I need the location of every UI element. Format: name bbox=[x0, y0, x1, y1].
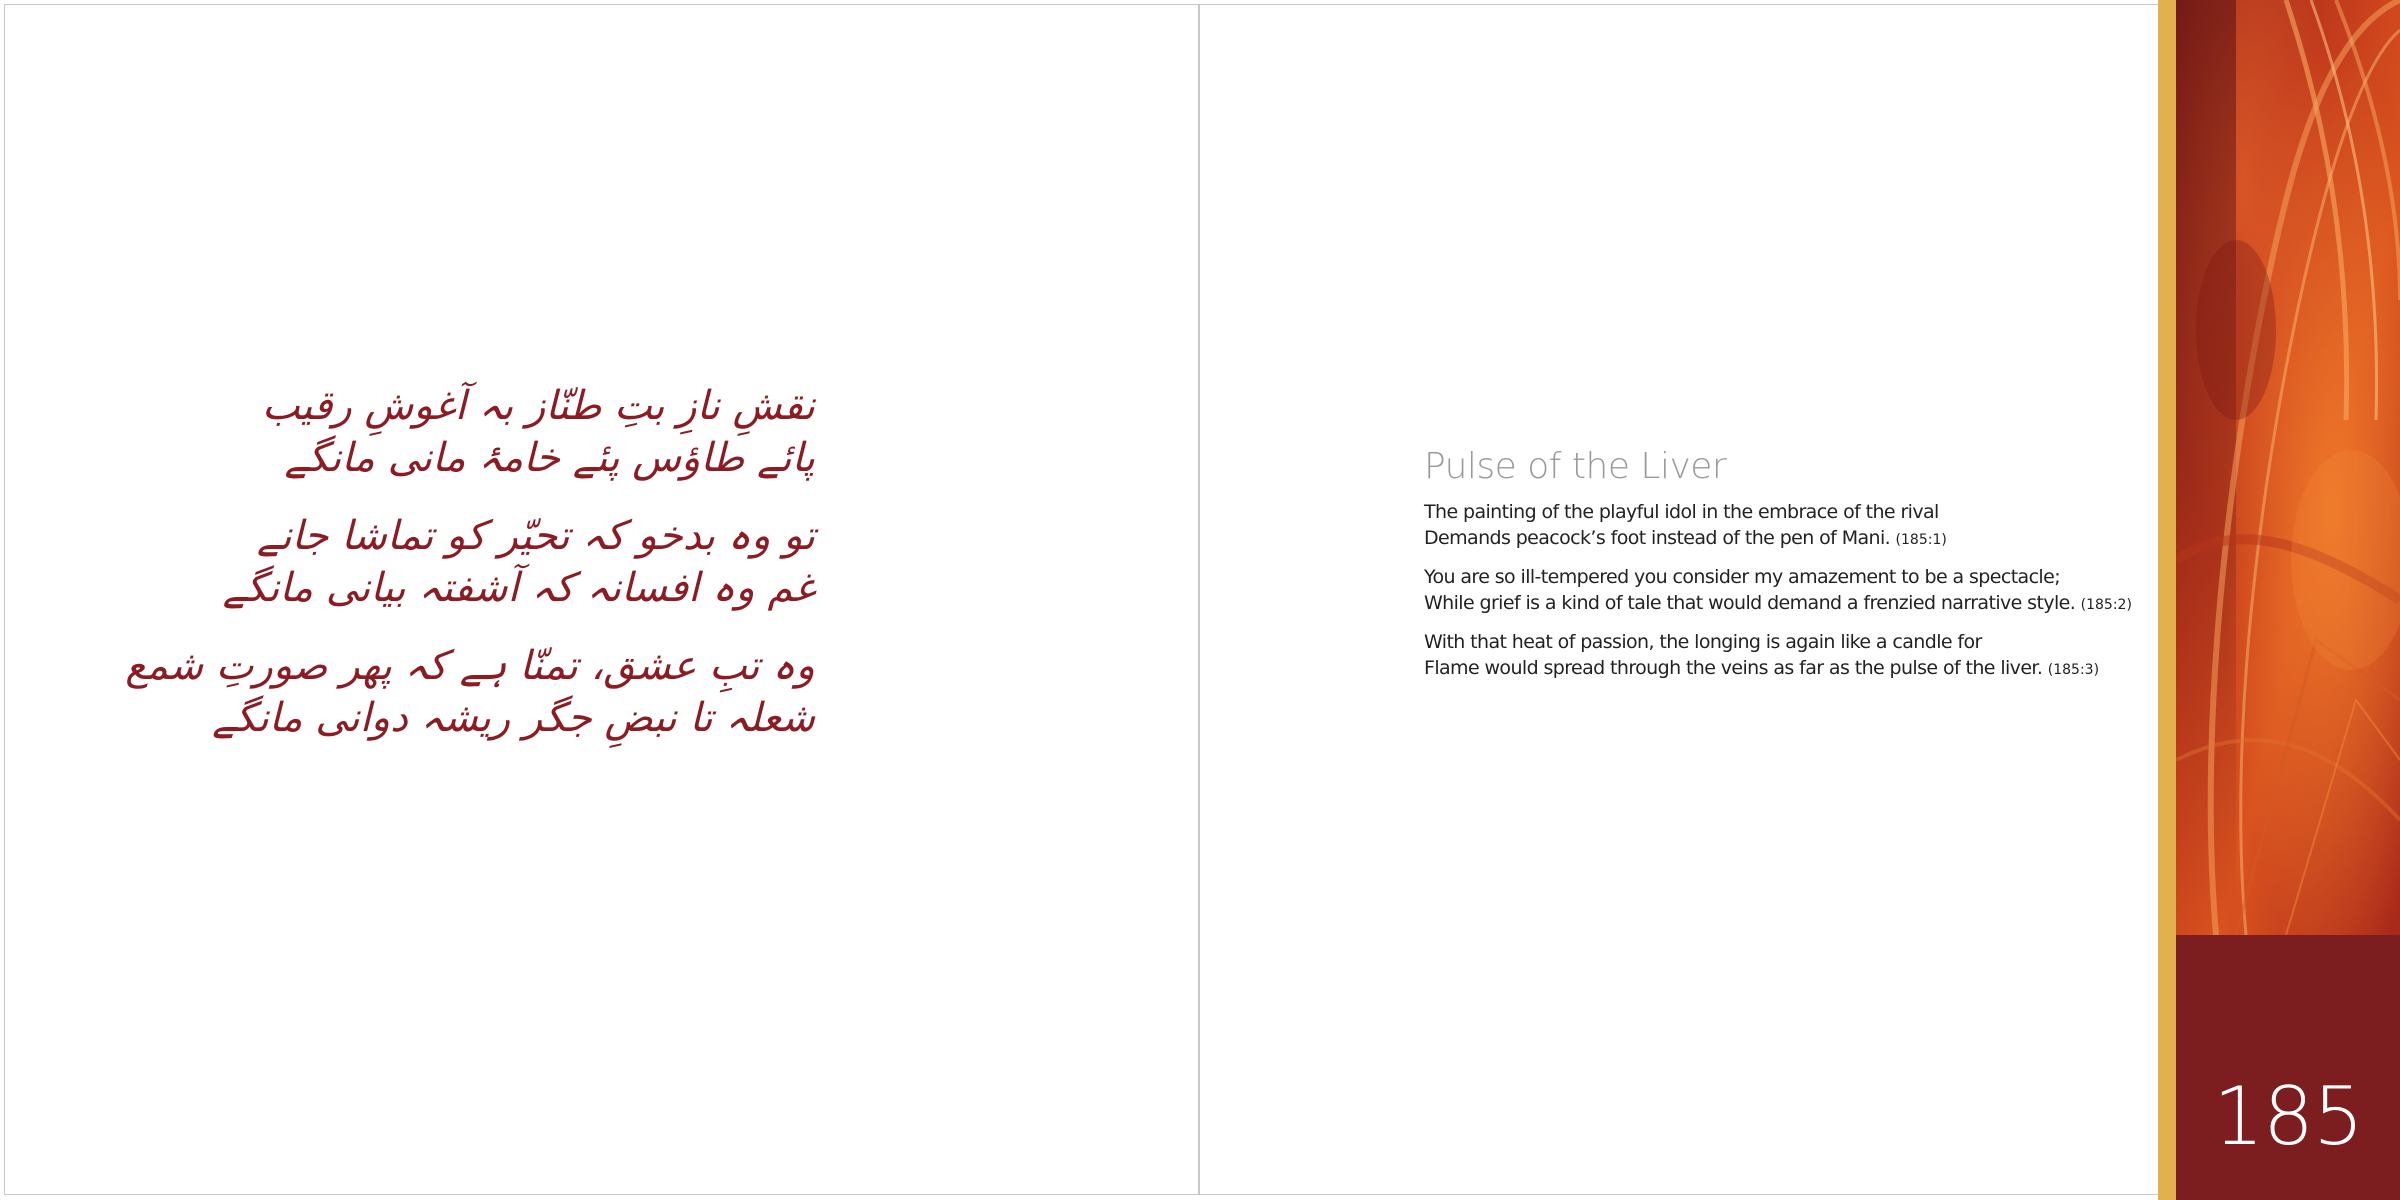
urdu-poem bbox=[125, 380, 815, 770]
page-number: 185 bbox=[2213, 1070, 2363, 1163]
page-number-panel bbox=[2176, 935, 2400, 1200]
urdu-couplet bbox=[222, 510, 815, 614]
verse-line bbox=[1424, 525, 2144, 553]
gold-strip bbox=[2158, 0, 2176, 1200]
urdu-couplet bbox=[125, 640, 815, 744]
verse-text: Flame would spread through the veins as far as the pulse of the liver. bbox=[1424, 657, 2043, 679]
verse-reference: (185:1) bbox=[1895, 532, 1947, 548]
left-page bbox=[4, 4, 1199, 1195]
urdu-line: نقشِ نازِ بتِ طنّاز بہ آغوشِ رقیب bbox=[262, 383, 815, 429]
translation-verses bbox=[1424, 499, 2144, 694]
verse-text: While grief is a kind of tale that would demand a frenzied narrative style. bbox=[1424, 592, 2076, 614]
translation-couplet bbox=[1424, 499, 2144, 553]
translation-couplet bbox=[1424, 564, 2144, 618]
urdu-couplet bbox=[262, 380, 815, 484]
decorative-painting bbox=[2176, 0, 2400, 935]
verse-line bbox=[1424, 590, 2144, 618]
verse-line: The painting of the playful idol in the embrace of the rival bbox=[1424, 501, 1939, 523]
verse-line: With that heat of passion, the longing is again like a candle for bbox=[1424, 631, 1982, 653]
verse-reference: (185:2) bbox=[2080, 597, 2132, 613]
translation-couplet bbox=[1424, 629, 2144, 683]
urdu-line: وہ تبِ عشق، تمنّا ہے کہ پھر صورتِ شمع bbox=[125, 643, 815, 689]
urdu-line: تو وہ بدخو کہ تحیّر کو تماشا جانے bbox=[257, 513, 815, 559]
urdu-line: پائے طاؤس پئے خامۂ مانی مانگے bbox=[284, 435, 815, 481]
verse-reference: (185:3) bbox=[2047, 662, 2100, 678]
verse-text: Demands peacock’s foot instead of the pen of Mani. bbox=[1424, 527, 1891, 549]
flame-art-icon bbox=[2176, 0, 2400, 935]
verse-line: You are so ill-tempered you consider my amazement to be a spectacle; bbox=[1424, 566, 2061, 588]
urdu-line: غم وہ افسانہ کہ آشفتہ بیانی مانگے bbox=[222, 565, 815, 611]
verse-line bbox=[1424, 655, 2144, 683]
urdu-line: شعلہ تا نبضِ جگر ریشہ دوانی مانگے bbox=[212, 695, 815, 741]
poem-title: Pulse of the Liver bbox=[1424, 446, 1727, 487]
